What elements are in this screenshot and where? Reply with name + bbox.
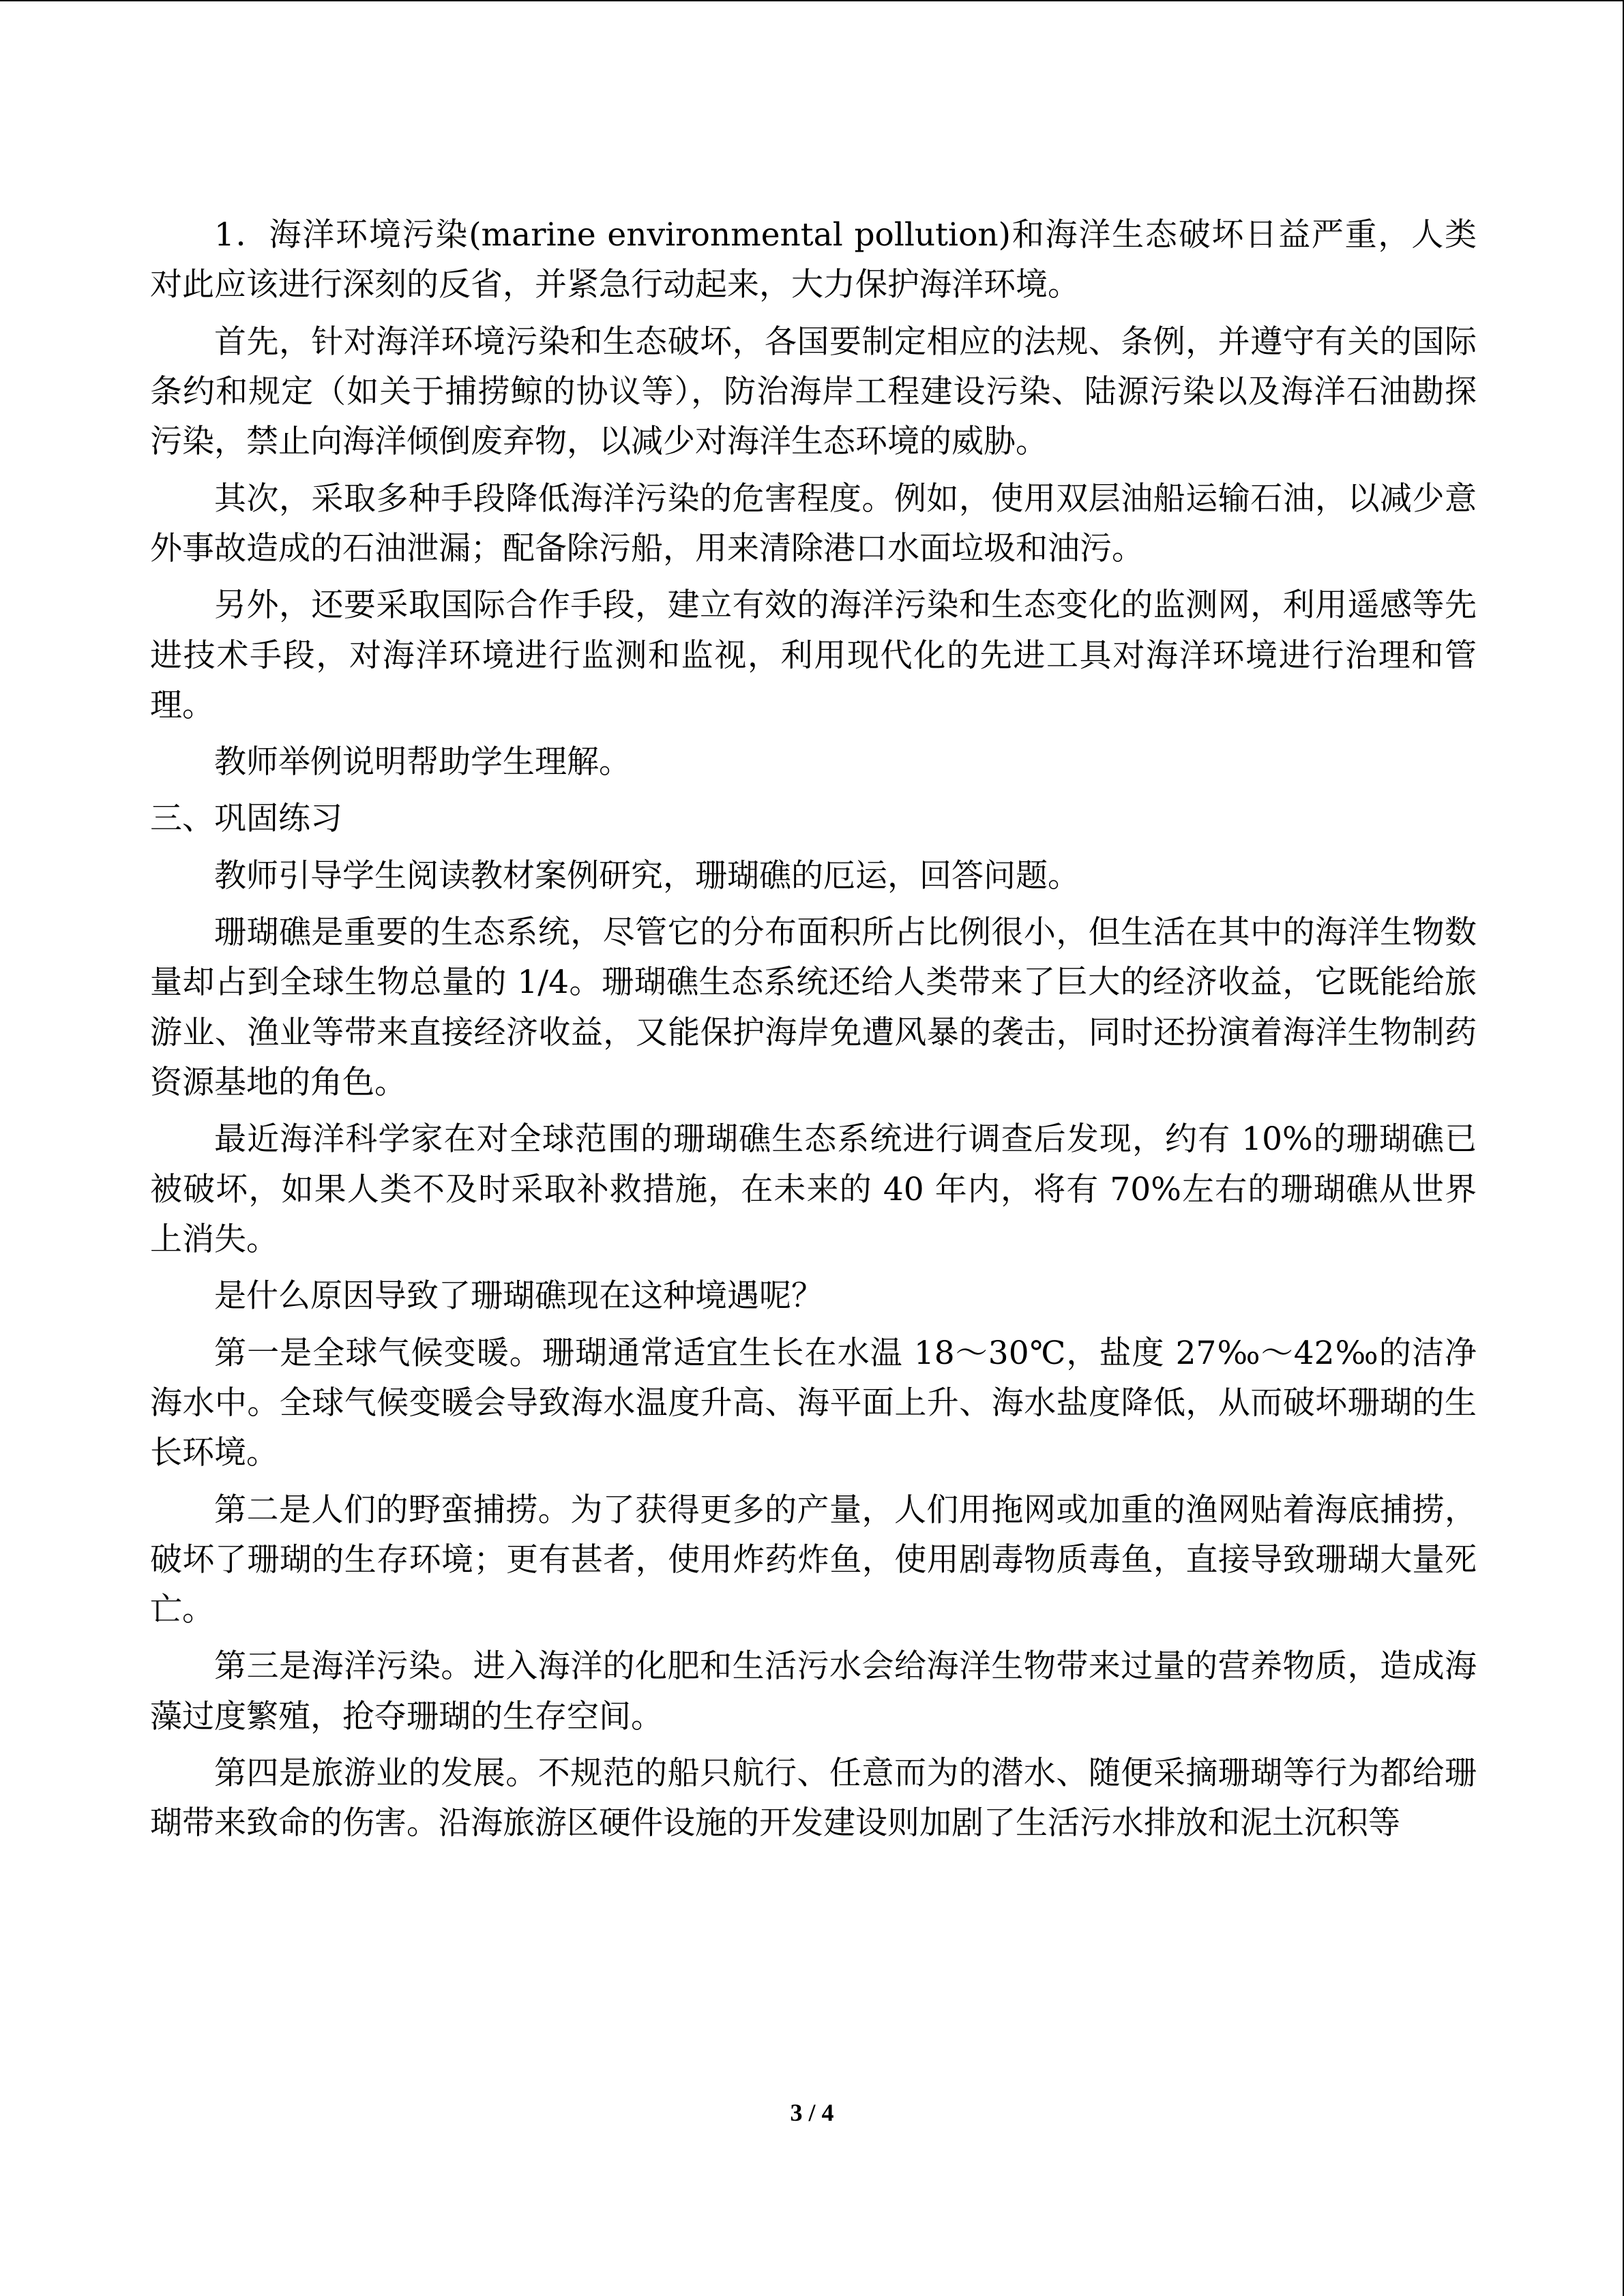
paragraph-14: 第四是旅游业的发展。不规范的船只航行、任意而为的潜水、随便采摘珊瑚等行为都给珊瑚带来致命的伤害。沿海旅游区硬件设施的开发建设则加剧了生活污水排放和泥土沉积等 — [150, 1755, 1477, 1843]
paragraph-5: 教师举例说明帮助学生理解。 — [214, 743, 631, 781]
paragraph-1: 1．海洋环境污染(marine environmental pollution)和海洋生态破坏日益严重，人类对此应该进行深刻的反省，并紧急行动起来，大力保护海洋环境。 — [150, 216, 1477, 304]
document-body — [150, 210, 1477, 1855]
paragraph-8: 珊瑚礁是重要的生态系统，尽管它的分布面积所占比例很小，但生活在其中的海洋生物数量却占到全球生物总量的 1/4。珊瑚礁生态系统还给人类带来了巨大的经济收益，它既能给旅游业、渔业等带来直接经济收益，又能保护海岸免遭风暴的袭击，同时还扮演着海洋生物制药资源基地的角色。 — [150, 914, 1477, 1101]
page-number: 3 / 4 — [790, 2099, 834, 2126]
paragraph-13: 第三是海洋污染。进入海洋的化肥和生活污水会给海洋生物带来过量的营养物质，造成海藻过度繁殖，抢夺珊瑚的生存空间。 — [150, 1648, 1477, 1735]
paragraph-10: 是什么原因导致了珊瑚礁现在这种境遇呢？ — [214, 1277, 823, 1315]
paragraph-2: 首先，针对海洋环境污染和生态破坏，各国要制定相应的法规、条例，并遵守有关的国际条约和规定（如关于捕捞鲸的协议等），防治海岸工程建设污染、陆源污染以及海洋石油勘探污染，禁止向海洋倾倒废弃物，以减少对海洋生态环境的威胁。 — [150, 323, 1477, 461]
paragraph-9: 最近海洋科学家在对全球范围的珊瑚礁生态系统进行调查后发现，约有 10%的珊瑚礁已被破坏，如果人类不及时采取补救措施，在未来的 40 年内，将有 70%左右的珊瑚礁从世界上消失。 — [150, 1120, 1477, 1258]
paragraph-11: 第一是全球气候变暖。珊瑚通常适宜生长在水温 18～30℃，盐度 27‰～42‰的洁净海水中。全球气候变暖会导致海水温度升高、海平面上升、海水盐度降低，从而破坏珊瑚的生长环境。 — [150, 1334, 1477, 1472]
section-heading: 三、巩固练习 — [150, 800, 342, 838]
paragraph-12: 第二是人们的野蛮捕捞。为了获得更多的产量，人们用拖网或加重的渔网贴着海底捕捞，破坏了珊瑚的生存环境；更有甚者，使用炸药炸鱼，使用剧毒物质毒鱼，直接导致珊瑚大量死亡。 — [150, 1491, 1477, 1629]
paragraph-7: 教师引导学生阅读教材案例研究，珊瑚礁的厄运，回答问题。 — [214, 856, 1080, 895]
paragraph-4: 另外，还要采取国际合作手段，建立有效的海洋污染和生态变化的监测网，利用遥感等先进技术手段，对海洋环境进行监测和监视，利用现代化的先进工具对海洋环境进行治理和管理。 — [150, 586, 1477, 724]
paragraph-3: 其次，采取多种手段降低海洋污染的危害程度。例如，使用双层油船运输石油，以减少意外事故造成的石油泄漏；配备除污船，用来清除港口水面垃圾和油污。 — [150, 479, 1477, 567]
